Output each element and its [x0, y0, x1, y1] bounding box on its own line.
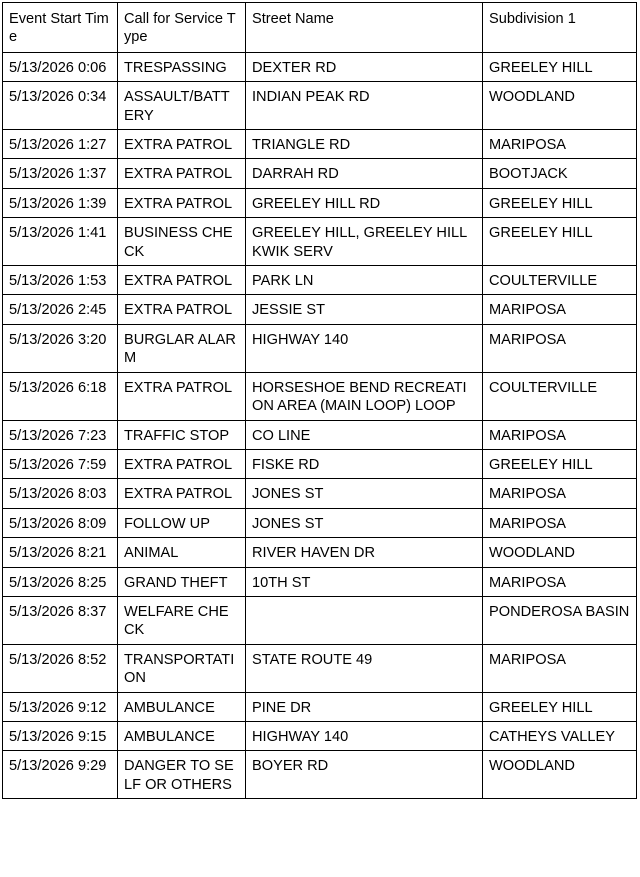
street-name-cell: INDIAN PEAK RD	[246, 82, 483, 130]
table-row	[3, 538, 637, 567]
call-type-cell: EXTRA PATROL	[118, 159, 246, 188]
street-name-cell: STATE ROUTE 49	[246, 644, 483, 692]
call-type-cell: TRESPASSING	[118, 52, 246, 81]
call-type-cell: ASSAULT/BATTERY	[118, 82, 246, 130]
event-start-time-cell: 5/13/2026 8:21	[3, 538, 118, 567]
event-start-time-cell: 5/13/2026 8:03	[3, 479, 118, 508]
table-row	[3, 692, 637, 721]
call-type-cell: DANGER TO SELF OR OTHERS	[118, 751, 246, 799]
calls-for-service-table	[2, 2, 637, 799]
subdivision-cell: MARIPOSA	[483, 324, 637, 372]
event-start-time-cell: 5/13/2026 1:27	[3, 130, 118, 159]
street-name-cell: HIGHWAY 140	[246, 324, 483, 372]
table-row	[3, 82, 637, 130]
event-start-time-cell: 5/13/2026 0:06	[3, 52, 118, 81]
call-type-cell: AMBULANCE	[118, 721, 246, 750]
table-row	[3, 52, 637, 81]
event-start-time-cell: 5/13/2026 9:15	[3, 721, 118, 750]
street-name-cell: FISKE RD	[246, 449, 483, 478]
subdivision-cell: COULTERVILLE	[483, 266, 637, 295]
call-type-cell: EXTRA PATROL	[118, 130, 246, 159]
call-type-cell: EXTRA PATROL	[118, 188, 246, 217]
event-start-time-cell: 5/13/2026 9:12	[3, 692, 118, 721]
event-start-time-cell: 5/13/2026 9:29	[3, 751, 118, 799]
call-type-cell: FOLLOW UP	[118, 508, 246, 537]
event-start-time-cell: 5/13/2026 8:25	[3, 567, 118, 596]
subdivision-cell: BOOTJACK	[483, 159, 637, 188]
subdivision-cell: GREELEY HILL	[483, 218, 637, 266]
subdivision-cell: MARIPOSA	[483, 508, 637, 537]
street-name-cell: TRIANGLE RD	[246, 130, 483, 159]
call-type-cell: EXTRA PATROL	[118, 372, 246, 420]
event-start-time-cell: 5/13/2026 7:23	[3, 420, 118, 449]
street-name-cell: PINE DR	[246, 692, 483, 721]
header-row	[3, 3, 637, 53]
subdivision-cell: MARIPOSA	[483, 644, 637, 692]
table-row	[3, 159, 637, 188]
subdivision-cell: MARIPOSA	[483, 479, 637, 508]
street-name-cell: HIGHWAY 140	[246, 721, 483, 750]
event-start-time-cell: 5/13/2026 8:09	[3, 508, 118, 537]
call-type-cell: WELFARE CHECK	[118, 596, 246, 644]
table-body	[3, 52, 637, 798]
table-row	[3, 596, 637, 644]
street-name-cell: GREELEY HILL, GREELEY HILL KWIK SERV	[246, 218, 483, 266]
header-event-start-time: Event Start Time	[3, 3, 118, 53]
street-name-cell: BOYER RD	[246, 751, 483, 799]
call-type-cell: TRANSPORTATION	[118, 644, 246, 692]
event-start-time-cell: 5/13/2026 0:34	[3, 82, 118, 130]
call-type-cell: EXTRA PATROL	[118, 449, 246, 478]
street-name-cell: JONES ST	[246, 508, 483, 537]
table-row	[3, 295, 637, 324]
street-name-cell: DEXTER RD	[246, 52, 483, 81]
call-type-cell: EXTRA PATROL	[118, 266, 246, 295]
event-start-time-cell: 5/13/2026 1:41	[3, 218, 118, 266]
event-start-time-cell: 5/13/2026 1:39	[3, 188, 118, 217]
call-type-cell: BURGLAR ALARM	[118, 324, 246, 372]
event-start-time-cell: 5/13/2026 6:18	[3, 372, 118, 420]
subdivision-cell: WOODLAND	[483, 751, 637, 799]
subdivision-cell: GREELEY HILL	[483, 692, 637, 721]
table-row	[3, 324, 637, 372]
table-row	[3, 420, 637, 449]
call-type-cell: ANIMAL	[118, 538, 246, 567]
subdivision-cell: WOODLAND	[483, 82, 637, 130]
table-row	[3, 188, 637, 217]
table-row	[3, 751, 637, 799]
table-header	[3, 3, 637, 53]
event-start-time-cell: 5/13/2026 1:53	[3, 266, 118, 295]
subdivision-cell: COULTERVILLE	[483, 372, 637, 420]
table-row	[3, 508, 637, 537]
table-row	[3, 567, 637, 596]
table-row	[3, 130, 637, 159]
call-type-cell: GRAND THEFT	[118, 567, 246, 596]
event-start-time-cell: 5/13/2026 8:52	[3, 644, 118, 692]
table-row	[3, 372, 637, 420]
table-row	[3, 266, 637, 295]
street-name-cell: DARRAH RD	[246, 159, 483, 188]
street-name-cell: RIVER HAVEN DR	[246, 538, 483, 567]
subdivision-cell: MARIPOSA	[483, 420, 637, 449]
subdivision-cell: PONDEROSA BASIN	[483, 596, 637, 644]
event-start-time-cell: 5/13/2026 2:45	[3, 295, 118, 324]
street-name-cell: 10TH ST	[246, 567, 483, 596]
subdivision-cell: MARIPOSA	[483, 567, 637, 596]
street-name-cell: PARK LN	[246, 266, 483, 295]
street-name-cell	[246, 596, 483, 644]
subdivision-cell: GREELEY HILL	[483, 188, 637, 217]
header-call-type: Call for Service Type	[118, 3, 246, 53]
street-name-cell: JONES ST	[246, 479, 483, 508]
header-street-name: Street Name	[246, 3, 483, 53]
subdivision-cell: WOODLAND	[483, 538, 637, 567]
street-name-cell: HORSESHOE BEND RECREATION AREA (MAIN LOOP) LOOP	[246, 372, 483, 420]
call-type-cell: BUSINESS CHECK	[118, 218, 246, 266]
subdivision-cell: MARIPOSA	[483, 130, 637, 159]
subdivision-cell: CATHEYS VALLEY	[483, 721, 637, 750]
subdivision-cell: GREELEY HILL	[483, 449, 637, 478]
table-row	[3, 644, 637, 692]
street-name-cell: CO LINE	[246, 420, 483, 449]
call-type-cell: AMBULANCE	[118, 692, 246, 721]
call-type-cell: EXTRA PATROL	[118, 295, 246, 324]
subdivision-cell: GREELEY HILL	[483, 52, 637, 81]
event-start-time-cell: 5/13/2026 7:59	[3, 449, 118, 478]
table-row	[3, 721, 637, 750]
street-name-cell: JESSIE ST	[246, 295, 483, 324]
table-row	[3, 218, 637, 266]
table-row	[3, 479, 637, 508]
table-row	[3, 449, 637, 478]
header-subdivision: Subdivision 1	[483, 3, 637, 53]
call-type-cell: TRAFFIC STOP	[118, 420, 246, 449]
subdivision-cell: MARIPOSA	[483, 295, 637, 324]
event-start-time-cell: 5/13/2026 3:20	[3, 324, 118, 372]
event-start-time-cell: 5/13/2026 1:37	[3, 159, 118, 188]
street-name-cell: GREELEY HILL RD	[246, 188, 483, 217]
event-start-time-cell: 5/13/2026 8:37	[3, 596, 118, 644]
call-type-cell: EXTRA PATROL	[118, 479, 246, 508]
